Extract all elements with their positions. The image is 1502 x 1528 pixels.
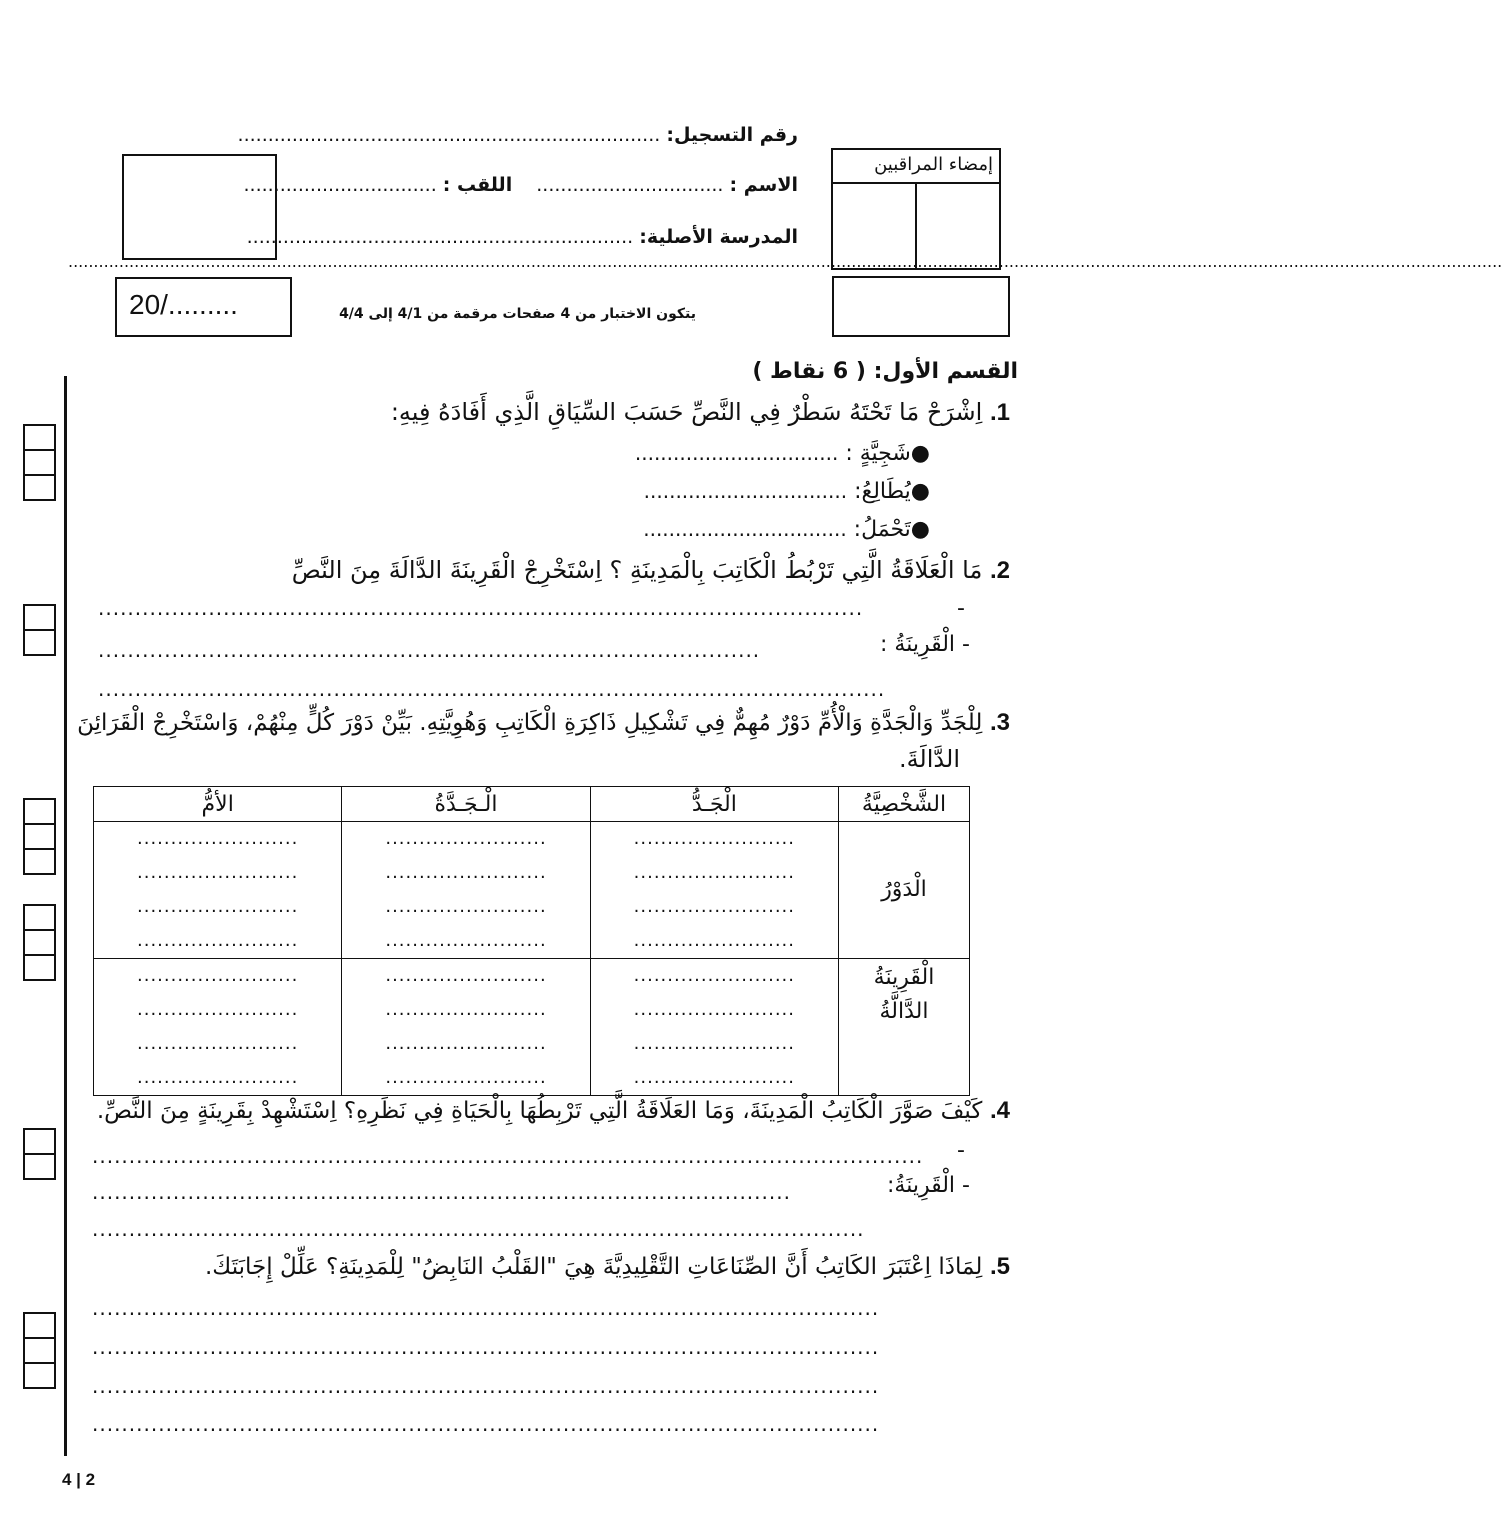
score-text[interactable]: 20/......... (129, 289, 238, 320)
name-label: الاسم : (729, 174, 798, 196)
q2-evidence-label: الْقَرِينَةُ : (880, 632, 956, 657)
row-label-role: الْدَوْرُ (839, 822, 970, 959)
q1-item-2-answer[interactable]: ................................ (643, 479, 848, 503)
question-3-line-2: الدَّالَةَ. (898, 745, 960, 773)
question-2 (292, 556, 1010, 585)
table-header-grandmother: الْـجَـدَّةُ (342, 787, 590, 822)
proctors-label: إمضاء المراقبين (874, 154, 993, 175)
mark-box-q3b (23, 904, 56, 981)
surname-label: اللقب : (442, 174, 513, 196)
q2-dash-1: - (957, 596, 965, 621)
table-cell[interactable]: ........................ ........................ ........................ ........................ (342, 822, 590, 959)
school-label: المدرسة الأصلية: (639, 226, 798, 248)
q4-evidence-answer[interactable]: ............................................................................................... (92, 1180, 791, 1204)
table-header-grandfather: الْجَـدُّ (590, 787, 838, 822)
question-4 (97, 1096, 1010, 1125)
question-5 (205, 1252, 1010, 1281)
school-line (247, 226, 798, 248)
table-cell[interactable]: ........................ ........................ ........................ ........................ (94, 959, 342, 1096)
table-cell[interactable]: ........................ ........................ ........................ ........................ (590, 822, 838, 959)
question-1 (391, 398, 1010, 427)
q5-answer-line-1[interactable]: ........................................................................................................... (92, 1296, 880, 1320)
page-number: 4 | 2 (62, 1470, 96, 1489)
q4-dash-1: - (957, 1138, 965, 1163)
mark-box-q2 (23, 604, 56, 656)
q2-evidence-answer[interactable]: .......................................................................................... (98, 638, 761, 662)
roles-table (93, 786, 970, 1096)
question-3-line-1 (77, 708, 1010, 737)
q5-answer-line-2[interactable]: ........................................................................................................... (92, 1335, 880, 1359)
question-2-text: مَا الْعَلَاقَةُ الَّتِي تَرْبُطُ الْكَاتِبَ بِالْمَدِينَةِ ؟ اِسْتَخْرِجْ الْقَرِينَةَ الدَّالَةَ مِنَ النَّصِّ (291, 556, 983, 584)
q1-item-3-answer[interactable]: ................................ (643, 517, 847, 541)
pages-note: يتكون الاختبار من 4 صفحات مرقمة من 4/1 إلى 4/4 (339, 306, 696, 322)
q5-answer-line-3[interactable]: ........................................................................................................... (92, 1374, 880, 1398)
q1-item-1 (635, 441, 930, 466)
question-4-text: كَيْفَ صَوَّرَ الْكَاتِبُ الْمَدِينَةَ، وَمَا العَلَاقَةُ الَّتِي تَرْبِطُهَا بِالْحَيَاةِ فِي نَظَرِهِ؟ اِسْتَشْهِدْ بِقَرِينَةٍ مِنَ النَّصِّ. (96, 1098, 983, 1124)
mark-box-q1 (23, 424, 56, 501)
q2-answer-line-1[interactable]: ........................................................................................................ (98, 596, 864, 620)
bullet-icon: ● (910, 479, 930, 504)
table-header-mother: الأمُّ (94, 787, 342, 822)
question-4-number: 4. (989, 1097, 1010, 1124)
mark-box-q5 (23, 1312, 56, 1389)
dash: - (962, 1173, 970, 1198)
row-label-evidence: الْقَرِينَةُ الدَّالَّةُ (839, 959, 970, 1096)
registration-label: رقم التسجيل: (666, 124, 798, 146)
question-5-text: لِمَاذَا اِعْتَبَرَ الكَاتِبُ أَنَّ الصِّنَاعَاتِ التَّقْلِيدِيَّةَ هِيَ "القَلْبُ النَابِضُ" لِلْمَدِينَةِ؟ عَلِّلْ إِجَابَتَكَ. (205, 1254, 983, 1280)
q1-item-1-word: شَجِيَّةٍ : (845, 441, 911, 466)
dash: - (962, 632, 970, 657)
question-3-text: لِلْجَدِّ وَالْجَدَّةِ وَالْأُمِّ دَوْرٌ مُهِمٌّ فِي تَشْكِيلِ ذَاكِرَةِ الْكَاتِبِ وَهُوِيَّتِهِ. بَيِّنْ دَوْرَ كُلٍّ مِنْهُمْ، وَاسْتَخْرِجْ الْقَرَائِنَ (77, 710, 983, 736)
q1-item-3-word: تَحْمَلُ: (853, 517, 911, 542)
q4-answer-line-1[interactable]: ................................................................................................................. (92, 1144, 924, 1168)
q1-item-2-word: يُطَالِعُ: (854, 479, 911, 504)
registration-line (238, 124, 798, 146)
q4-evidence-label: الْقَرِينَةُ: (886, 1173, 956, 1198)
q4-answer-line-3[interactable]: ......................................................................................................... (92, 1217, 865, 1241)
table-cell[interactable]: ........................ ........................ ........................ ........................ (94, 822, 342, 959)
question-2-number: 2. (989, 557, 1010, 584)
question-3-number: 3. (989, 709, 1010, 736)
school-field[interactable]: ................................................................ (246, 226, 634, 248)
grade-box (832, 276, 1010, 337)
name-line (243, 174, 798, 196)
bullet-icon: ● (910, 517, 930, 542)
question-5-number: 5. (989, 1253, 1010, 1280)
table-cell[interactable]: ........................ ........................ ........................ ........................ (590, 959, 838, 1096)
table-header-character: الشَّخْصِيَّةُ (839, 787, 970, 822)
q2-answer-line-3[interactable]: ........................................................................................................... (98, 677, 886, 701)
question-1-number: 1. (989, 399, 1010, 426)
surname-field[interactable]: ................................ (243, 174, 437, 196)
name-field[interactable]: ............................... (536, 174, 724, 196)
q1-item-2 (644, 479, 930, 504)
q1-item-3 (643, 517, 930, 542)
question-1-text: اِشْرَحْ مَا تَحْتَهُ سَطْرٌ فِي النَّصِّ حَسَبَ السِّيَاقِ الَّذِي أَفَادَهُ فِيهِ: (390, 398, 983, 426)
q5-answer-line-4[interactable]: ........................................................................................................... (92, 1412, 880, 1436)
q2-evidence-line (880, 632, 970, 657)
margin-line (64, 376, 67, 1456)
q4-evidence-line (887, 1173, 970, 1198)
q1-item-1-answer[interactable]: ................................ (634, 441, 839, 465)
section-title: القسم الأول: ( 6 نقاط ) (752, 359, 1018, 384)
mark-box-q3a (23, 798, 56, 875)
table-cell[interactable]: ........................ ........................ ........................ ........................ (342, 959, 590, 1096)
registration-field[interactable]: ...................................................................... (237, 124, 661, 146)
score-box (115, 277, 292, 337)
bullet-icon: ● (910, 441, 930, 466)
cut-line: .......................................................................................................................................................................................................................................................................................... (68, 252, 1502, 271)
mark-box-q4 (23, 1128, 56, 1180)
